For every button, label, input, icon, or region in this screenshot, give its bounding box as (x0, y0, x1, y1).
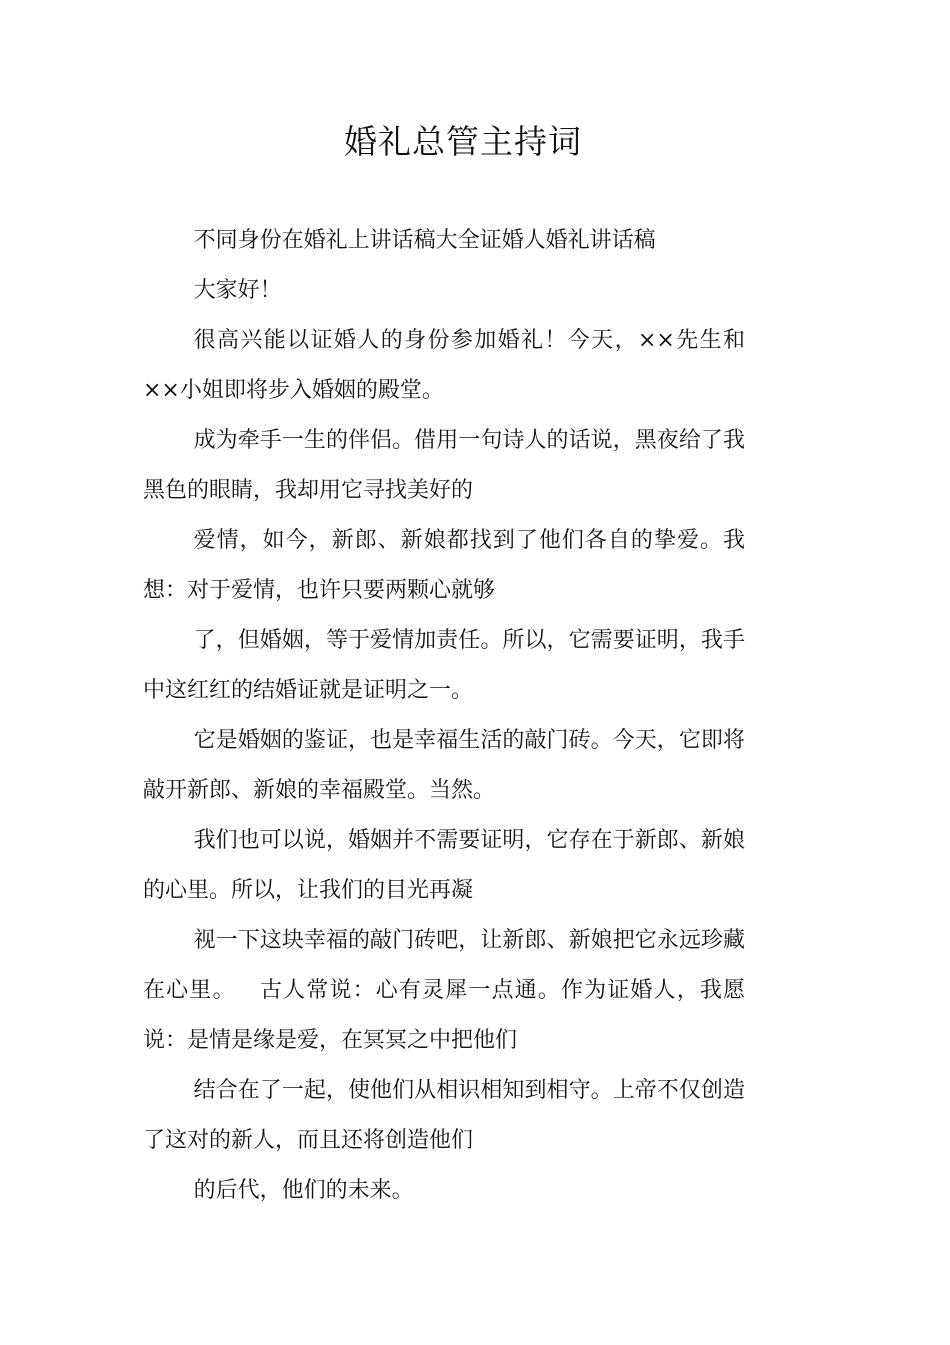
paragraph-7: 它是婚姻的鉴证，也是幸福生活的敲门砖。今天，它即将敲开新郎、新娘的幸福殿堂。当然。 (143, 728, 745, 803)
document-body (143, 216, 745, 1216)
paragraph-2: 大家好！ (193, 278, 282, 303)
paragraph-1: 不同身份在婚礼上讲话稿大全证婚人婚礼讲话稿 (193, 228, 656, 253)
paragraph-5: 爱情，如今，新郎、新娘都找到了他们各自的挚爱。我想：对于爱情，也许只要两颗心就够 (143, 528, 745, 603)
paragraph-4: 成为牵手一生的伴侣。借用一句诗人的话说，黑夜给了我黑色的眼睛，我却用它寻找美好的 (143, 428, 745, 503)
paragraph-9: 视一下这块幸福的敲门砖吧，让新郎、新娘把它永远珍藏在心里。 古人常说：心有灵犀一点通。作为证婚人，我愿说：是情是缘是爱，在冥冥之中把他们 (143, 928, 745, 1053)
paragraph-6: 了，但婚姻，等于爱情加责任。所以，它需要证明，我手中这红红的结婚证就是证明之一。 (143, 628, 745, 703)
paragraph-10: 结合在了一起，使他们从相识相知到相守。上帝不仅创造了这对的新人，而且还将创造他们 (143, 1078, 745, 1153)
document-title: 婚礼总管主持词 (344, 122, 582, 161)
paragraph-8: 我们也可以说，婚姻并不需要证明，它存在于新郎、新娘的心里。所以，让我们的目光再凝 (143, 828, 745, 903)
paragraph-11: 的后代，他们的未来。 (193, 1178, 414, 1203)
paragraph-3: 很高兴能以证婚人的身份参加婚礼！今天，××先生和××小姐即将步入婚姻的殿堂。 (143, 328, 745, 403)
